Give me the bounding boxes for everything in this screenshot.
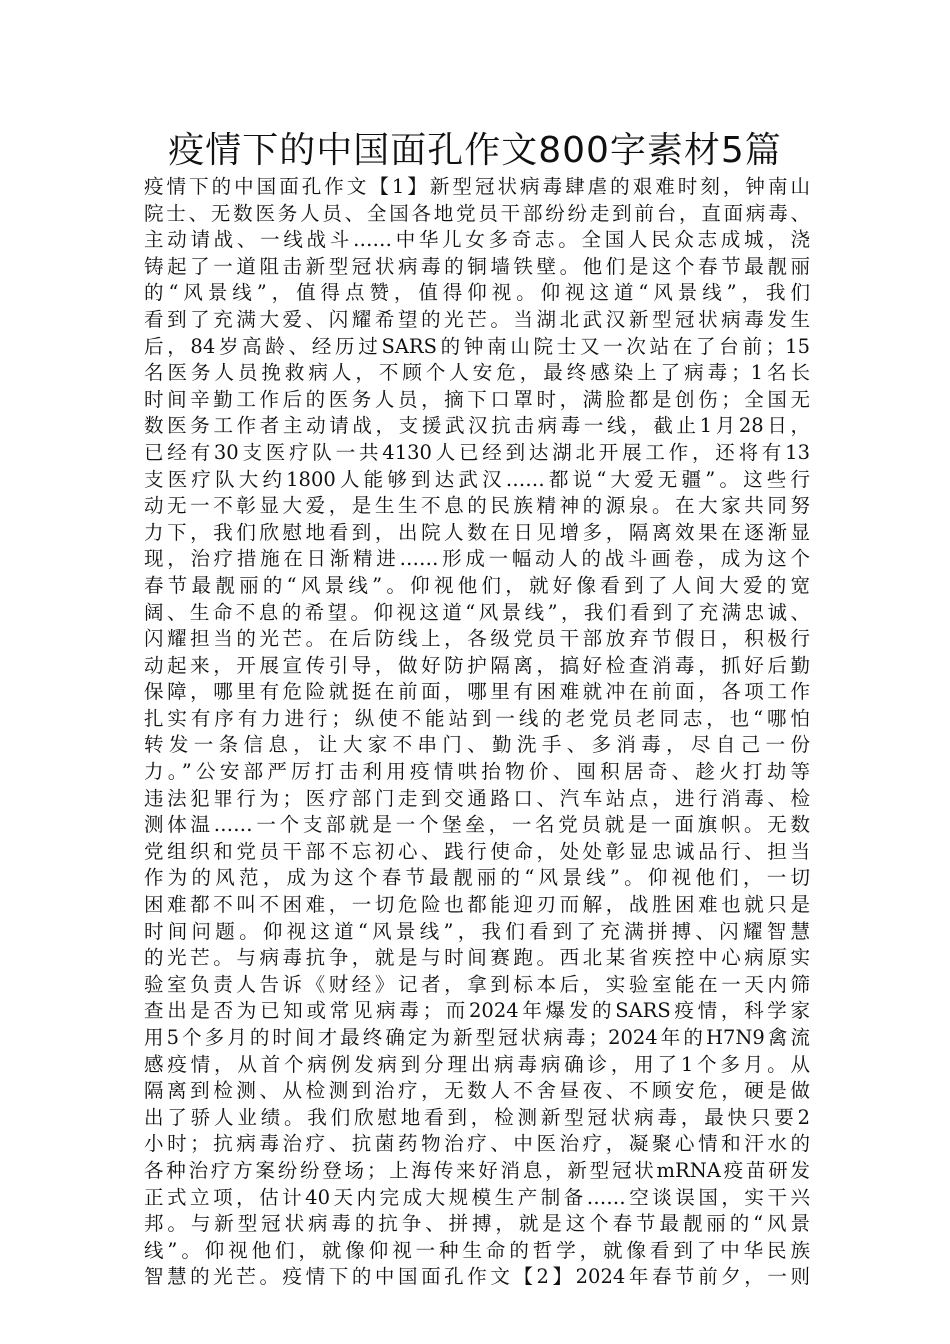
body-line: 用5个多月的时间才最终确定为新型冠状病毒；2024年的H7N9禽流 [144,1026,810,1049]
body-line: 名医务人员挽救病人，不顾个人安危，最终感染上了病毒；1名长 [144,361,810,385]
body-line: 阔、生命不息的希望。仰视这道“风景线”，我们看到了充满忠诚、 [144,600,810,624]
body-line: 作为的风范，成为这个春节最靓丽的“风景线”。仰视他们，一切 [144,866,810,890]
body-line: 数医务工作者主动请战，支援武汉抗击病毒一线，截止1月28日， [144,414,810,438]
body-line: 测体温……一个支部就是一个堡垒，一名党员就是一面旗帜。无数 [144,813,810,837]
body-line: 后，84岁高龄、经历过SARS的钟南山院士又一次站在了台前；15 [144,334,810,358]
body-line: 各种治疗方案纷纷登场；上海传来好消息，新型冠状mRNA疫苗研发 [144,1158,810,1182]
body-line: 出了骄人业绩。我们欣慰地看到，检测新型冠状病毒，最快只要2 [144,1105,810,1129]
document-title: 疫情下的中国面孔作文800字素材5篇 [168,130,782,171]
body-line: 动起来，开展宣传引导，做好防护隔离，搞好检查消毒，抓好后勤 [144,653,810,677]
body-line: 扎实有序有力进行；纵使不能站到一线的老党员老同志，也“哪怕 [144,706,810,730]
body-line: 隔离到检测、从检测到治疗，无数人不舍昼夜、不顾安危，硬是做 [144,1079,810,1103]
body-line: 时间辛勤工作后的医务人员，摘下口罩时，满脸都是创伤；全国无 [144,387,810,411]
body-line: 智慧的光芒。疫情下的中国面孔作文【2】2024年春节前夕，一则 [144,1265,810,1289]
body-line: 违法犯罪行为；医疗部门走到交通路口、汽车站点，进行消毒、检 [144,786,810,810]
body-line: 院士、无数医务人员、全国各地党员干部纷纷走到前台，直面病毒、 [144,201,810,225]
body-line: 的光芒。与病毒抗争，就是与时间赛跑。西北某省疾控中心病原实 [144,946,810,970]
body-line: 支医疗队大约1800人能够到达武汉……都说“大爱无疆”。这些行 [144,467,810,491]
body-line: 力。”公安部严厉打击利用疫情哄抬物价、囤积居奇、趁火打劫等 [144,760,810,784]
body-line: 转发一条信息，让大家不串门、勤洗手、多消毒，尽自己一份 [144,733,810,757]
body-line: 力下，我们欣慰地看到，出院人数在日见增多，隔离效果在逐渐显 [144,520,810,544]
body-line: 闪耀担当的光芒。在后防线上，各级党员干部放弃节假日，积极行 [144,627,810,651]
body-line: 铸起了一道阻击新型冠状病毒的铜墙铁壁。他们是这个春节最靓丽 [144,254,810,278]
body-line: 动无一不彰显大爱，是生生不息的民族精神的源泉。在大家共同努 [144,494,810,518]
body-line: 的“风景线”，值得点赞，值得仰视。仰视这道“风景线”，我们 [144,281,810,305]
body-line: 时间问题。仰视这道“风景线”，我们看到了充满拼搏、闪耀智慧 [144,919,810,943]
body-line: 困难都不叫不困难，一切危险也都能迎刃而解，战胜困难也就只是 [144,893,810,917]
body-line: 保障，哪里有危险就挺在前面，哪里有困难就冲在前面，各项工作 [144,680,810,704]
body-line: 正式立项，估计40天内完成大规模生产制备……空谈误国，实干兴 [144,1185,810,1209]
document-body [144,174,810,1291]
body-line: 查出是否为已知或常见病毒；而2024年爆发的SARS疫情，科学家 [144,999,810,1023]
body-line: 看到了充满大爱、闪耀希望的光芒。当湖北武汉新型冠状病毒发生 [144,307,810,331]
body-line: 线”。仰视他们，就像仰视一种生命的哲学，就像看到了中华民族 [144,1238,810,1262]
body-line: 疫情下的中国面孔作文【1】新型冠状病毒肆虐的艰难时刻，钟南山 [144,175,810,198]
body-line: 已经有30支医疗队一共4130人已经到达湖北开展工作，还将有13 [144,440,810,464]
body-line: 主动请战、一线战斗……中华儿女多奇志。全国人民众志成城，浇 [144,228,810,252]
body-line: 验室负责人告诉《财经》记者，拿到标本后，实验室能在一天内筛 [144,972,810,996]
body-line: 党组织和党员干部不忘初心、践行使命，处处彰显忠诚品行、担当 [144,839,810,863]
body-line: 感疫情，从首个病例发病到分理出病毒病确诊，用了1个多月。从 [144,1052,810,1076]
body-line: 小时；抗病毒治疗、抗菌药物治疗、中医治疗，凝聚心情和汗水的 [144,1132,810,1156]
body-line: 春节最靓丽的“风景线”。仰视他们，就好像看到了人间大爱的宽 [144,573,810,597]
body-line: 现，治疗措施在日渐精进……形成一幅动人的战斗画卷，成为这个 [144,547,810,571]
body-line: 邦。与新型冠状病毒的抗争、拼搏，就是这个春节最靓丽的“风景 [144,1212,810,1236]
